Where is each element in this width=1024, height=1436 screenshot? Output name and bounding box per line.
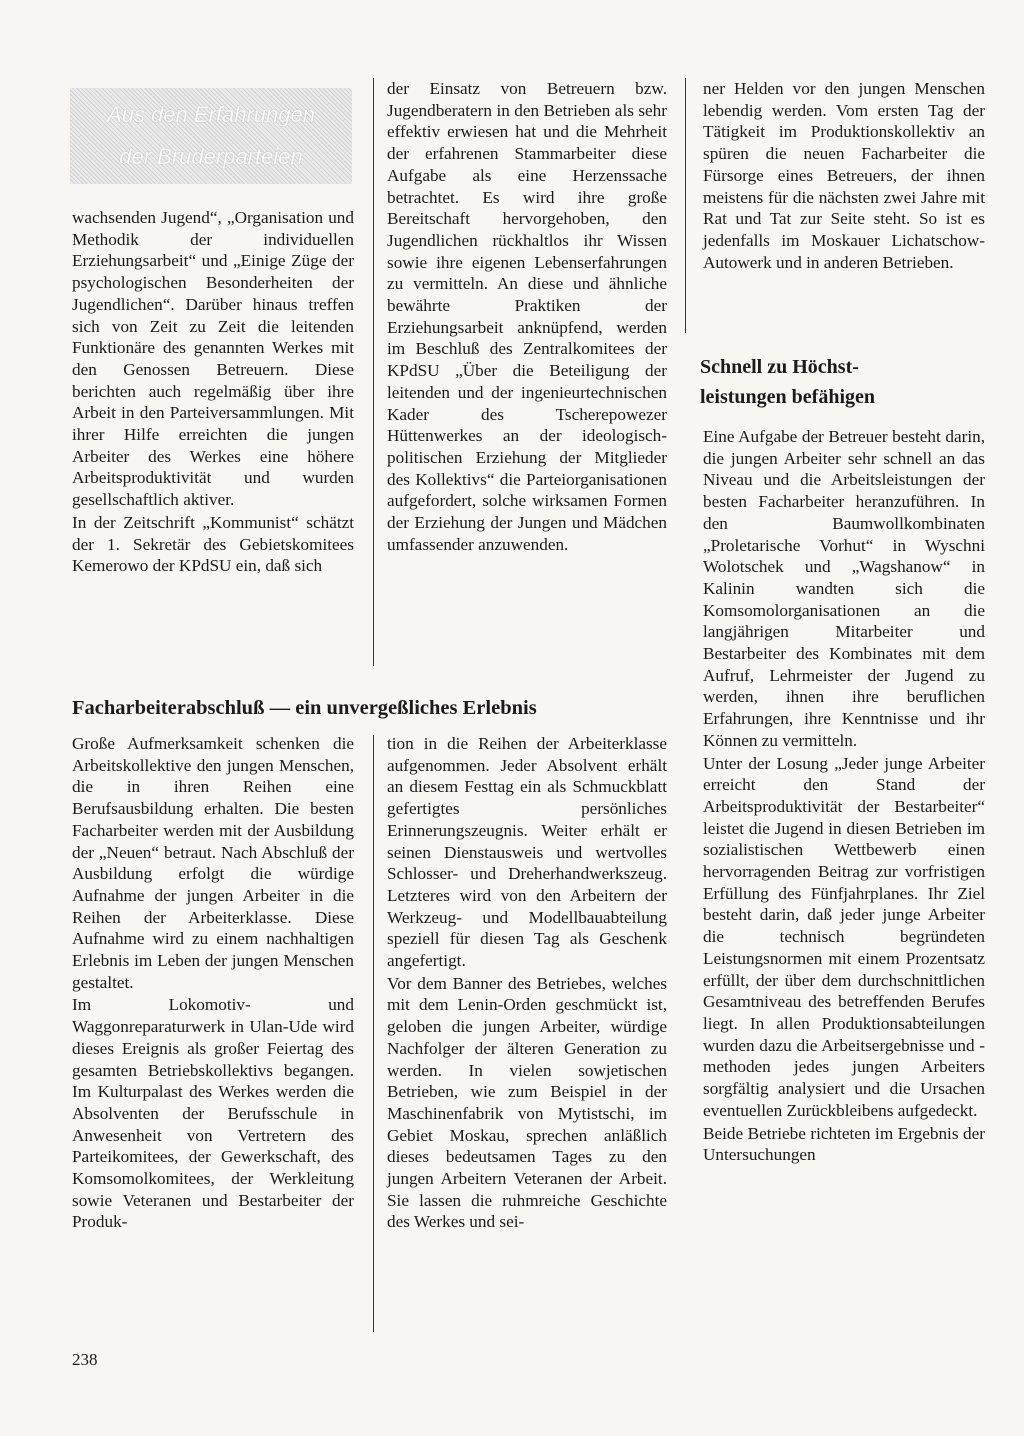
paragraph: Große Aufmerksamkeit schenken die Arbeitskollektive den jungen Menschen, die in ihren Reihen eine Berufsausbildung erhalten. Die besten Facharbeiter werden mit der Ausbildung der „Neuen“ betraut. Nach Abschluß der Ausbildung erfolgt die würdige Aufnahme der jungen Arbeiter in die Reihen der Arbeiterklasse. Diese Aufnahme wird zu einem nachhaltigen Erlebnis im Leben der jungen Menschen gestaltet. [72, 734, 354, 992]
banner-line-2: der Bruderparteien [119, 144, 303, 169]
paragraph: ner Helden vor den jungen Menschen lebendig werden. Vom ersten Tag der Tätigkeit im Produktionskollektiv an spüren die neuen Facharbeiter die Fürsorge eines Betreuers, der ihnen meistens für die nächsten zwei Jahre mit Rat und Tat zur Seite steht. So ist es jedenfalls im Moskauer Lichatschow-Autowerk und in anderen Betrieben. [703, 79, 985, 272]
page-number: 238 [72, 1350, 98, 1369]
column-1-top [72, 207, 354, 577]
column-rule [685, 78, 686, 333]
paragraph: Vor dem Banner des Betriebes, welches mit dem Lenin-Orden geschmückt ist, geloben die jungen Arbeiter, würdige Nachfolger der älteren Generation zu werden. In vielen sowjetischen Betrieben, wie zum Beispiel in der Maschinenfabrik von Mytistschi, im Gebiet Moskau, sprechen anläßlich dieses bedeutsamen Tages zu den jungen Arbeitern Veteranen der Arbeit. Sie lassen die ruhmreiche Geschichte des Werkes und sei- [387, 973, 667, 1232]
column-3-bottom [703, 426, 985, 1166]
section-banner [70, 88, 352, 184]
banner-line-1: Aus den Erfahrungen [107, 102, 315, 127]
heading-line-2: leistungen befähigen [700, 386, 876, 408]
section-heading-wide: Facharbeiterabschluß — ein unvergeßliches Erlebnis [72, 697, 537, 719]
column-rule [373, 735, 374, 1332]
column-1-bottom [72, 733, 354, 1233]
heading-line-1: Schnell zu Höchst- [700, 356, 859, 378]
column-2-bottom [387, 733, 667, 1233]
column-3-top [703, 78, 985, 273]
paragraph: Im Lokomotiv- und Waggonreparaturwerk in Ulan-Ude wird dieses Ereignis als großer Feiertag des gesamten Betriebskollektivs begangen. Im Kulturpalast des Werkes werden die Absolventen der Berufsschule in Anwesenheit von Vertretern des Parteikomitees, der Gewerkschaft, des Komsomolkomitees, der Werkleitung sowie Veteranen und Bestarbeiter der Produk- [72, 995, 354, 1232]
column-2-top [387, 78, 667, 555]
paragraph: wachsenden Jugend“, „Organisation und Methodik der individuellen Erziehungsarbeit“ und „Einige Züge der psychologischen Besonderheiten der Jugendlichen“. Darüber hinaus treffen sich von Zeit zu Zeit die leitenden Funktionäre des genannten Werkes mit den Genossen Betreuern. Diese berichten auch regelmäßig über ihre Arbeit in den Parteiversammlungen. Mit ihrer Hilfe erreichten die jungen Arbeiter des Werkes eine höhere Arbeitsproduktivität und wurden gesellschaftlich aktiver. [72, 208, 354, 510]
column-rule [373, 78, 374, 666]
paragraph: In der Zeitschrift „Kommunist“ schätzt der 1. Sekretär des Gebietskomitees Kemerowo der KPdSU ein, daß sich [72, 512, 354, 576]
paragraph: tion in die Reihen der Arbeiterklasse aufgenommen. Jeder Absolvent erhält an diesem Festtag ein als Schmuckblatt gefertigtes persönliches Erinnerungszeugnis. Weiter erhält er seinen Dienstausweis und wertvolles Schlosser- und Dreherhandwerkszeug. Letzteres wird von den Arbeitern der Werkzeug- und Modellbauabteilung speziell für diesen Tag als Geschenk angefertigt. [387, 734, 667, 971]
paragraph: Eine Aufgabe der Betreuer besteht darin, die jungen Arbeiter sehr schnell an das Niveau und die Arbeitsleistungen der besten Facharbeiter heranzuführen. In den Baumwollkombinaten „Proletarische Vorhut“ in Wyschni Wolotschek und „Wagshanow“ in Kalinin wandten sich die Komsomolorganisationen an die langjährigen Mitarbeiter und Bestarbeiter des Kombinates mit dem Aufruf, Lehrmeister der Jugend zu werden, ihnen ihre beruflichen Erfahrungen, ihre Kenntnisse und ihr Können zu vermitteln. [703, 427, 985, 750]
paragraph: der Einsatz von Betreuern bzw. Jugendberatern in den Betrieben als sehr effektiv erwiesen hat und die Mehrheit der erfahrenen Stammarbeiter diese Aufgabe als eine Herzenssache betrachtet. Es wird ihre große Bereitschaft hervorgehoben, den Jugendlichen rückhaltlos ihr Wissen sowie ihre eigenen Lebenserfahrungen zu vermitteln. An diese und ähnliche bewährte Praktiken der Erziehungsarbeit anknüpfend, werden im Beschluß des Zentralkomitees der KPdSU „Über die Beteiligung der leitenden und der ingenieurtechnischen Kader des Tscherepowezer Hüttenwerkes an der ideologisch-politischen Erziehung der Mitglieder des Kollektivs“ die Parteiorganisationen aufgefordert, solche wirksamen Formen der Erziehung der Jungen und Mädchen umfassender anzuwenden. [387, 79, 667, 554]
paragraph: Beide Betriebe richteten im Ergebnis der Untersuchungen [703, 1123, 985, 1165]
section-heading-right [700, 352, 990, 412]
paragraph: Unter der Losung „Jeder junge Arbeiter erreicht den Stand der Arbeitsproduktivität der Bestarbeiter“ leistet die Jugend in diesen Betrieben im sozialistischen Wettbewerb einen hervorragenden Beitrag zur vorfristigen Erfüllung des Fünfjahrplanes. Ihr Ziel besteht darin, daß jeder junge Arbeiter die technisch begründeten Leistungsnormen mit einem Prozentsatz erfüllt, der über dem durchschnittlichen Gesamtniveau des betreffenden Berufes liegt. In allen Produktionsabteilungen wurden dazu die Arbeitsergebnisse und -methoden jedes jungen Arbeiters sorgfältig analysiert und die Ursachen eventuellen Zurückbleibens aufgedeckt. [703, 753, 985, 1120]
